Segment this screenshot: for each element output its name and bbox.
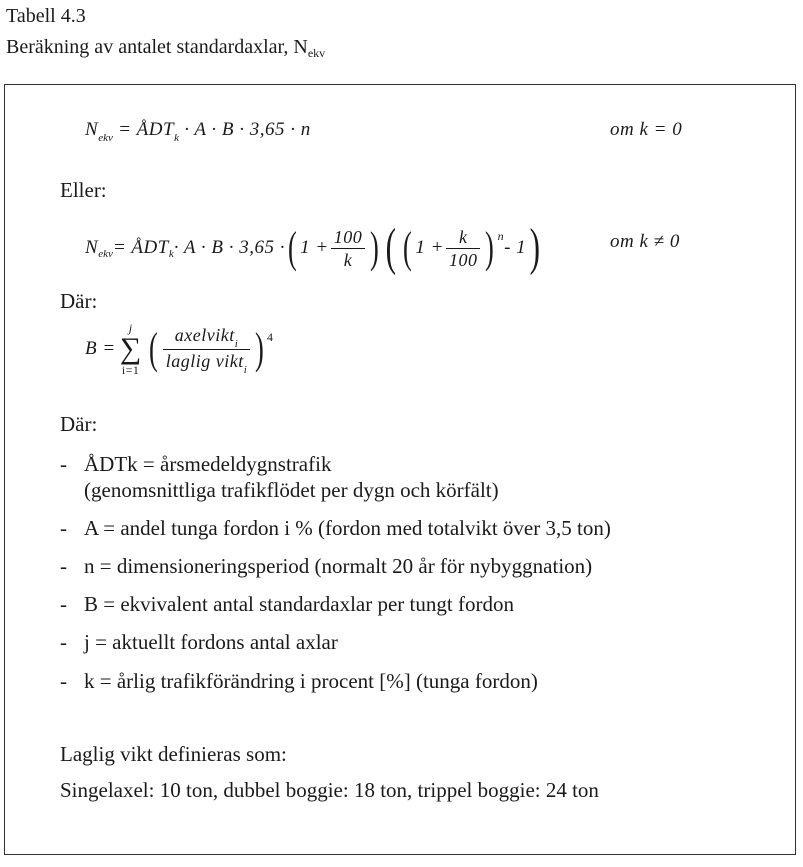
formula-2 [85, 220, 544, 276]
definition-text: k = årlig trafikförändring i procent [%] (tunga fordon) [84, 669, 538, 693]
definition-text: n = dimensioneringsperiod (normalt 20 år för nybyggnation) [84, 554, 593, 578]
definition-text: A = andel tunga fordon i % (fordon med totalvikt över 3,5 ton) [84, 516, 611, 540]
right-paren: ) [529, 219, 541, 276]
formula-2-one-plus-a: 1 + [300, 237, 329, 258]
denominator-sub: i [243, 363, 247, 376]
where-label-2: Där: [60, 412, 98, 436]
table-subtitle [6, 35, 325, 65]
definition-text: B = ekvivalent antal standardaxlar per tungt fordon [84, 592, 514, 616]
definition-text: ÅDTk = årsmedeldygnstrafik [84, 452, 332, 476]
formula-2-lhs: N [85, 237, 99, 258]
definition-line [60, 668, 538, 694]
formula-1-lhs-sub: ekv [98, 132, 113, 144]
formula-1-rest: · A · B · 3,65 · n [178, 119, 311, 140]
left-paren: ( [148, 324, 158, 373]
left-paren: ( [288, 223, 298, 272]
where-label-1: Där: [60, 289, 98, 313]
formula-1-lhs: N [85, 119, 99, 140]
formula-box [4, 84, 796, 855]
list-dash: - [60, 554, 67, 578]
definition-line [60, 591, 514, 617]
subtitle-subscript: ekv [307, 46, 326, 60]
fraction-a [331, 227, 366, 270]
formula-1-condition: om k = 0 [610, 119, 683, 140]
formula-3-exponent: 4 [266, 329, 274, 344]
formula-3 [85, 317, 273, 381]
fraction-axle-numerator [163, 325, 250, 350]
right-paren: ) [485, 223, 495, 272]
summation-upper: j [128, 321, 133, 335]
fraction-a-numerator: 100 [331, 227, 366, 249]
fraction-axle [163, 325, 250, 374]
sigma-icon: ∑ [119, 332, 142, 365]
formula-1-eq-sub: k [174, 132, 179, 144]
legal-weight-values: Singelaxel: 10 ton, dubbel boggie: 18 ton, trippel boggie: 24 ton [60, 778, 599, 802]
numerator-text: axelvikt [174, 324, 235, 345]
fraction-b [446, 227, 481, 270]
list-dash: - [60, 452, 67, 476]
formula-2-eq: = ÅDT [112, 237, 169, 258]
numerator-sub: i [234, 337, 238, 350]
formula-1 [85, 119, 311, 144]
formula-2-exponent: n [497, 228, 505, 243]
summation [120, 322, 142, 376]
legal-weight-heading: Laglig vikt definieras som: [60, 742, 287, 766]
formula-2-one-plus-b: 1 + [415, 237, 444, 258]
definition-item [60, 515, 611, 541]
definition-line [60, 515, 611, 541]
left-paren: ( [385, 219, 397, 276]
denominator-text: laglig vikt [165, 350, 244, 371]
list-dash: - [60, 630, 67, 654]
definition-line [60, 451, 499, 477]
definition-item [60, 668, 538, 694]
summation-lower: i=1 [121, 363, 140, 377]
formula-2-condition: om k ≠ 0 [610, 231, 680, 252]
fraction-a-denominator: k [343, 249, 353, 270]
formula-2-mid: · A · B · 3,65 · [173, 237, 285, 258]
formula-1-eq: = ÅDT [112, 119, 175, 140]
table-title: Tabell 4.3 [6, 5, 86, 27]
formula-2-eq-sub: k [168, 248, 174, 260]
definition-item [60, 591, 514, 617]
definition-text: (genomsnittliga trafikflödet per dygn och körfält) [84, 478, 499, 502]
formula-2-lhs-sub: ekv [98, 248, 113, 260]
formula-2-minus-one: - 1 [504, 237, 527, 258]
formula-3-lhs: B = [85, 338, 116, 359]
definition-line [60, 477, 499, 503]
right-paren: ) [254, 324, 264, 373]
fraction-axle-denominator [163, 350, 250, 374]
definition-line [60, 629, 338, 655]
definition-item [60, 629, 338, 655]
subtitle-text: Beräkning av antalet standardaxlar, N [6, 36, 308, 58]
definition-line [60, 553, 592, 579]
list-dash: - [60, 592, 67, 616]
definition-text: j = aktuellt fordons antal axlar [84, 630, 338, 654]
left-paren: ( [403, 223, 413, 272]
right-paren: ) [370, 223, 380, 272]
fraction-b-denominator: 100 [448, 249, 478, 270]
list-dash: - [60, 669, 67, 693]
definition-item [60, 553, 592, 579]
or-label: Eller: [60, 178, 107, 202]
fraction-b-numerator: k [446, 227, 481, 249]
list-dash: - [60, 516, 67, 540]
definition-item [60, 451, 499, 503]
